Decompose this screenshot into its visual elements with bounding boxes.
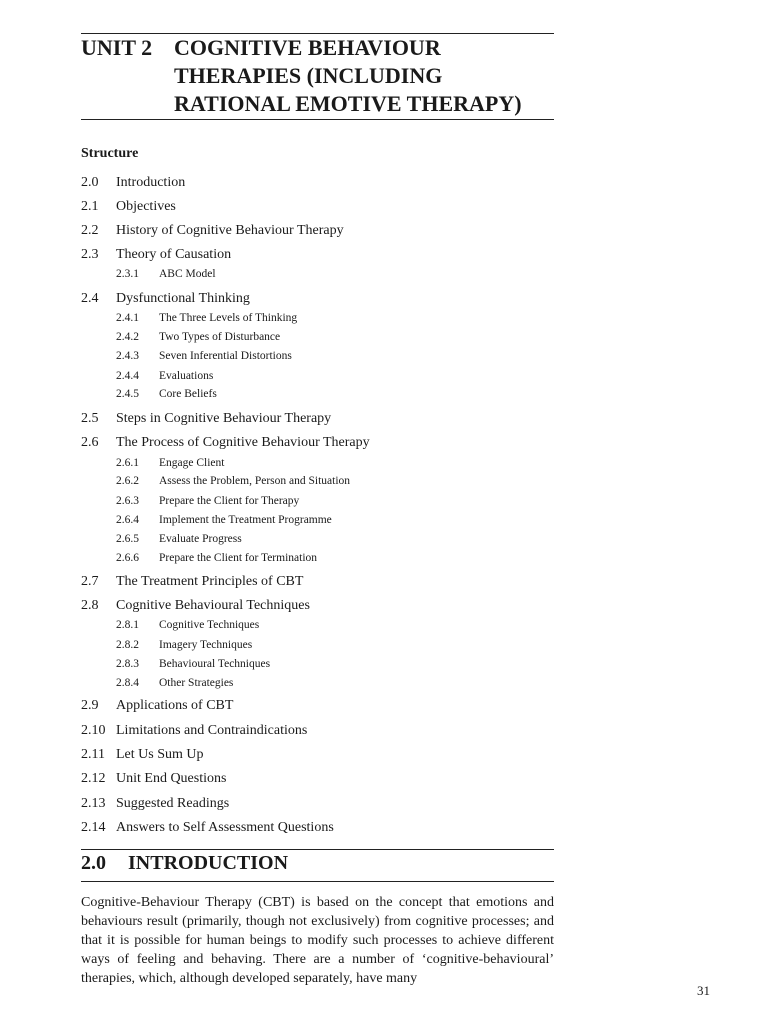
toc-entry-text: Assess the Problem, Person and Situation (159, 475, 351, 487)
toc-entry-number: 2.8 (81, 598, 99, 613)
toc-entry-text: Applications of CBT (116, 698, 234, 713)
toc-entry-number: 2.6.5 (116, 533, 139, 545)
toc-entry-number: 2.6.1 (116, 457, 139, 469)
toc-entry-number: 2.1 (81, 199, 99, 214)
toc-entry-text: Theory of Causation (116, 247, 232, 262)
toc-entry-number: 2.12 (81, 771, 106, 786)
toc-entry-number: 2.8.2 (116, 639, 139, 651)
section-title: INTRODUCTION (128, 852, 289, 874)
toc-entry-text: Imagery Techniques (159, 639, 253, 651)
unit-title-line: COGNITIVE BEHAVIOUR (174, 35, 441, 60)
unit-title-text (174, 34, 522, 118)
toc-entry-number: 2.8.1 (116, 619, 139, 631)
toc-entry-text: ABC Model (159, 268, 216, 280)
toc-entry-number: 2.4 (81, 291, 99, 306)
toc-entry-text: The Treatment Principles of CBT (116, 574, 304, 589)
toc-entry-text: Cognitive Behavioural Techniques (116, 598, 310, 613)
toc-entry-number: 2.4.5 (116, 388, 139, 400)
toc-entry-number: 2.6.6 (116, 552, 139, 564)
unit-title-line: RATIONAL EMOTIVE THERAPY) (174, 91, 522, 116)
structure-heading: Structure (81, 146, 139, 161)
toc-entry-number: 2.4.1 (116, 312, 139, 324)
toc-entry-text: History of Cognitive Behaviour Therapy (116, 223, 344, 238)
toc-entry-text: Limitations and Contraindications (116, 723, 308, 738)
toc-entry-text: Prepare the Client for Termination (159, 552, 318, 564)
toc-entry-text: Unit End Questions (116, 771, 227, 786)
toc-entry-number: 2.4.2 (116, 331, 139, 343)
toc-entry-number: 2.11 (81, 747, 105, 762)
toc-entry-number: 2.13 (81, 796, 106, 811)
section-number: 2.0 (81, 852, 106, 874)
toc-entry-text: Other Strategies (159, 677, 234, 689)
unit-label: UNIT 2 (81, 35, 153, 60)
toc-entry-text: Cognitive Techniques (159, 619, 260, 631)
toc-entry-text: Dysfunctional Thinking (116, 291, 250, 306)
toc-entry-number: 2.8.4 (116, 677, 139, 689)
toc-entry-number: 2.6.2 (116, 475, 139, 487)
toc-entry-text: Prepare the Client for Therapy (159, 495, 300, 507)
toc-entry-text: Steps in Cognitive Behaviour Therapy (116, 411, 332, 426)
section-top-rule (81, 849, 554, 850)
toc-entry-number: 2.6.3 (116, 495, 139, 507)
toc-entry-text: Introduction (116, 175, 186, 190)
toc-entry-number: 2.9 (81, 698, 99, 713)
toc-entry-number: 2.7 (81, 574, 99, 589)
title-bottom-rule (81, 119, 554, 120)
section-bottom-rule (81, 881, 554, 882)
toc-entry-text: Behavioural Techniques (159, 658, 271, 670)
toc-entry-text: Objectives (116, 199, 176, 214)
toc-entry-number: 2.0 (81, 175, 99, 190)
toc-entry-number: 2.3.1 (116, 268, 139, 280)
toc-entry-text: Suggested Readings (116, 796, 230, 811)
toc-entry-number: 2.4.3 (116, 350, 139, 362)
toc-entry-text: The Process of Cognitive Behaviour Therapy (116, 435, 370, 450)
toc-entry-text: Let Us Sum Up (116, 747, 204, 762)
toc-entry-text: Seven Inferential Distortions (159, 350, 292, 362)
page-number: 31 (697, 983, 710, 998)
introduction-paragraph: Cognitive-Behaviour Therapy (CBT) is based on the concept that emotions and behaviours result (primarily, though not exclusively) from cognitive processes; and that it is possible for human beings to modify such processes to achieve different ways of feeling and behaving. There are a number of ‘cognitive-behavioural’ therapies, which, although developed separately, have many (81, 895, 554, 986)
toc-entry-text: Evaluations (159, 370, 214, 382)
toc-entry-number: 2.4.4 (116, 370, 139, 382)
toc-entry-number: 2.2 (81, 223, 99, 238)
toc-entry-text: Answers to Self Assessment Questions (116, 820, 334, 835)
toc-entry-text: Two Types of Disturbance (159, 331, 281, 343)
toc-entry-number: 2.3 (81, 247, 99, 262)
toc-entry-text: Engage Client (159, 457, 225, 469)
toc-entry-number: 2.10 (81, 723, 106, 738)
unit-title-line: THERAPIES (INCLUDING (174, 63, 443, 88)
toc-entry-text: Core Beliefs (159, 388, 217, 400)
toc-entry-number: 2.14 (81, 820, 106, 835)
toc-entry-number: 2.5 (81, 411, 99, 426)
toc-entry-text: The Three Levels of Thinking (159, 312, 298, 324)
toc-entry-number: 2.6.4 (116, 514, 139, 526)
toc-entry-number: 2.6 (81, 435, 99, 450)
toc-entry-text: Evaluate Progress (159, 533, 242, 545)
toc-entry-number: 2.8.3 (116, 658, 139, 670)
toc-entry-text: Implement the Treatment Programme (159, 514, 332, 526)
